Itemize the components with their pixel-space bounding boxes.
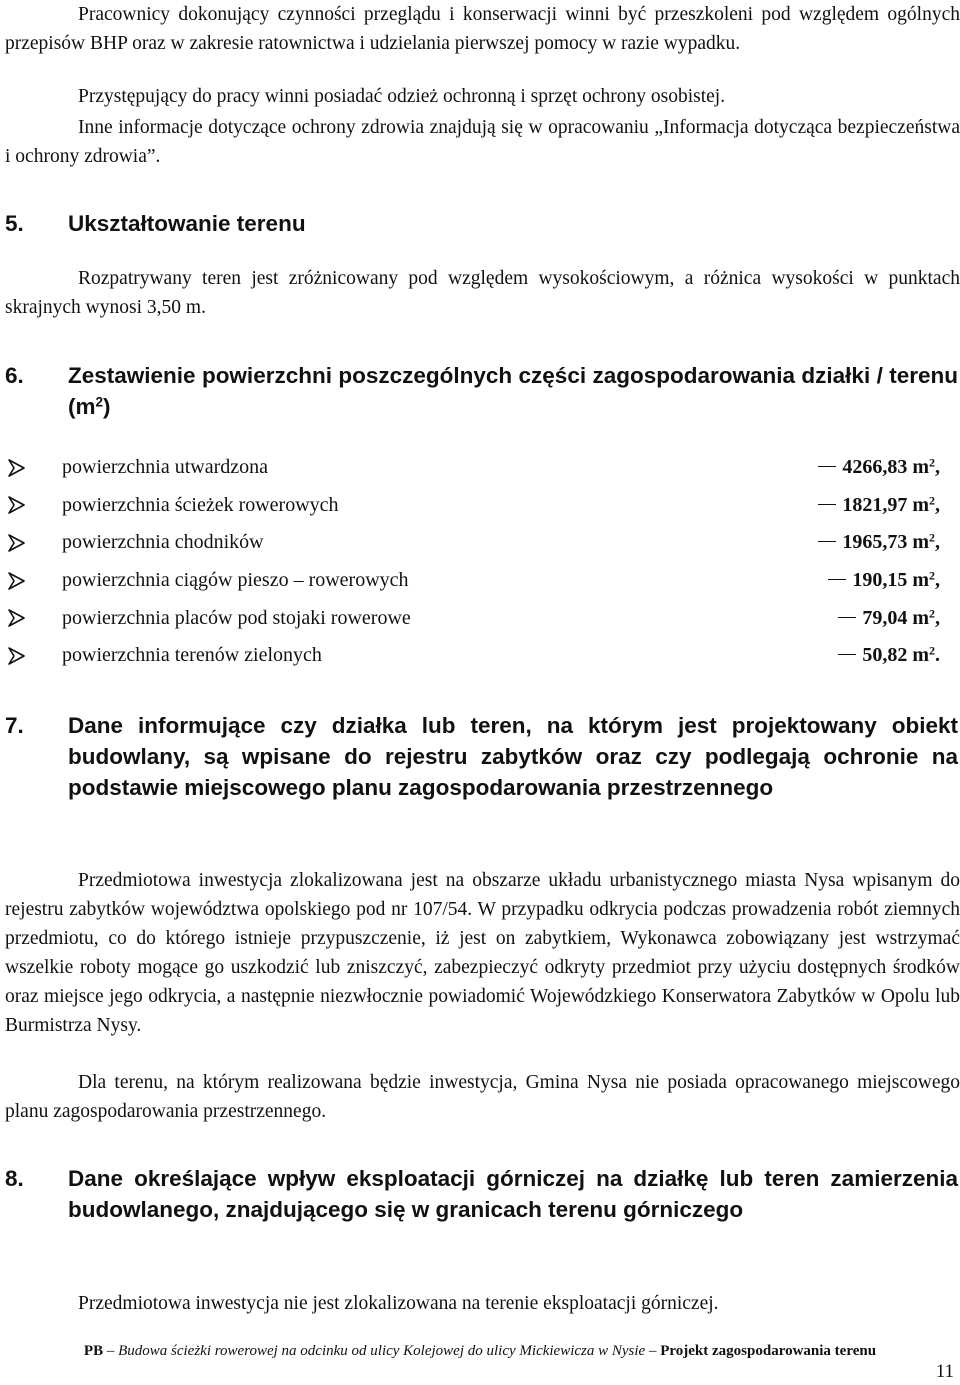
section-6-heading — [5, 360, 960, 422]
value-end: , — [935, 456, 940, 479]
footer-suffix: Projekt zagospodarowania terenu — [660, 1343, 877, 1359]
section-7-paragraph-2: Dla terenu, na którym realizowana będzie inwestycja, Gmina Nysa nie posiada opracowanego miejscowego planu zagospodarowania przestrzennego. — [5, 1072, 960, 1122]
arrow-bullet-icon — [8, 647, 62, 665]
dash-leader — [818, 541, 836, 542]
value-sup: 2 — [929, 455, 935, 470]
arrow-bullet-icon — [8, 496, 62, 514]
section-8-body: Przedmiotowa inwestycja nie jest zlokalizowana na terenie eksploatacji górniczej. — [78, 1293, 719, 1314]
list-item-label: powierzchnia terenów zielonych — [62, 644, 322, 667]
intro-paragraph-1: Pracownicy dokonujący czynności przeglądu i konserwacji winni być przeszkoleni pod względem ogólnych przepisów BHP oraz w zakresie ratownictwa i udzielania pierwszej pomocy w razie wypadku. — [5, 4, 960, 54]
section-7-paragraph-1: Przedmiotowa inwestycja zlokalizowana jest na obszarze układu urbanistycznego miasta Nysa wpisanym do rejestru zabytków województwa opolskiego pod nr 107/54. W przypadku odkrycia podczas prowadzenia robót ziemnych przedmiotu, co do którego istnieje przypuszczenie, iż jest on zabytkiem, Wykonawca zobowiązany jest wstrzymać wszelkie roboty mogące go uszkodzić lub zniszczyć, zabezpieczyć odkryty przedmiot przy użyciu dostępnych środków oraz miejsce jego odkrycia, a następnie niezwłocznie powiadomić Wojewódzkiego Konserwatora Zabytków w Opolu lub Burmistrza Nysy. — [5, 870, 960, 1036]
arrow-bullet-icon — [8, 459, 62, 477]
section-6-title-text: Zestawienie powierzchni poszczególnych części zagospodarowania działki / terenu (m — [68, 363, 958, 419]
value-sup: 2 — [929, 606, 935, 621]
list-item — [8, 637, 960, 675]
footer-project-name: Budowa ścieżki rowerowej na odcinku od ulicy Kolejowej do ulicy Mickiewicza w Nysie — [118, 1343, 646, 1359]
value-number: 50,82 m — [862, 644, 929, 667]
list-item — [8, 562, 960, 600]
page-number: 11 — [935, 1361, 954, 1382]
list-item-value — [838, 644, 940, 667]
section-8-title: Dane określające wpływ eksploatacji górniczej na działkę lub teren zamierzenia budowlanego, znajdującego się w granicach terenu górniczego — [68, 1166, 958, 1222]
list-item-value — [828, 569, 940, 592]
section-7-title: Dane informujące czy działka lub teren, na którym jest projektowany obiekt budowlany, są wpisane do rejestru zabytków oraz czy podlegają ochronie na podstawie miejscowego planu zagospodarowania przestrzennego — [68, 713, 958, 800]
value-sup: 2 — [929, 568, 935, 583]
intro-paragraph-3: Inne informacje dotyczące ochrony zdrowia znajdują się w opracowaniu „Informacja dotycząca bezpieczeństwa i ochrony zdrowia”. — [5, 117, 960, 167]
list-item-value — [818, 494, 940, 517]
value-end: . — [935, 644, 940, 667]
value-sup: 2 — [929, 493, 935, 508]
section-6-title-sup: 2 — [95, 394, 104, 410]
dash-leader — [828, 579, 846, 580]
section-5-heading — [5, 208, 960, 239]
value-end: , — [935, 606, 940, 629]
footer-prefix: PB — [83, 1343, 104, 1359]
dash-leader — [838, 654, 856, 655]
value-sup: 2 — [929, 643, 935, 658]
section-7-number: 7. — [5, 713, 24, 738]
section-5-title: Ukształtowanie terenu — [68, 211, 306, 236]
list-item — [8, 599, 960, 637]
value-number: 79,04 m — [862, 606, 929, 629]
list-item — [8, 449, 960, 487]
value-number: 1821,97 m — [842, 493, 929, 516]
section-6-title — [68, 360, 960, 422]
arrow-bullet-icon — [8, 534, 62, 552]
section-8-heading — [5, 1163, 960, 1225]
list-item-value — [838, 607, 940, 630]
area-list — [8, 449, 960, 675]
arrow-bullet-icon — [8, 572, 62, 590]
value-number: 190,15 m — [852, 569, 929, 592]
list-item — [8, 487, 960, 525]
list-item-label: powierzchnia utwardzona — [62, 456, 269, 479]
value-end: , — [935, 531, 940, 554]
intro-paragraph-2: Przystępujący do pracy winni posiadać odzież ochronną i sprzęt ochrony osobistej. — [78, 86, 726, 107]
list-item-value — [818, 456, 940, 479]
list-item-label: powierzchnia chodników — [62, 531, 264, 554]
section-5-number: 5. — [5, 211, 24, 236]
list-item — [8, 524, 960, 562]
value-number: 1965,73 m — [842, 531, 929, 554]
dash-leader — [838, 617, 856, 618]
dash-leader — [818, 466, 836, 467]
section-5-body: Rozpatrywany teren jest zróżnicowany pod względem wysokościowym, a różnica wysokości w punktach skrajnych wynosi 3,50 m. — [5, 268, 960, 318]
list-item-label: powierzchnia placów pod stojaki rowerowe — [62, 606, 411, 629]
footer-dash-2: – — [645, 1343, 661, 1359]
section-6-title-suffix: ) — [103, 394, 111, 419]
value-sup: 2 — [929, 530, 935, 545]
section-6-number: 6. — [5, 363, 24, 388]
value-number: 4266,83 m — [842, 456, 929, 479]
page-footer — [0, 1341, 960, 1361]
section-7-heading — [5, 710, 960, 803]
list-item-label: powierzchnia ścieżek rowerowych — [62, 493, 339, 516]
arrow-bullet-icon — [8, 609, 62, 627]
dash-leader — [818, 504, 836, 505]
list-item-label: powierzchnia ciągów pieszo – rowerowych — [62, 569, 409, 592]
footer-dash-1: – — [103, 1343, 119, 1359]
section-8-number: 8. — [5, 1166, 24, 1191]
value-end: , — [935, 493, 940, 516]
value-end: , — [935, 569, 940, 592]
list-item-value — [818, 531, 940, 554]
